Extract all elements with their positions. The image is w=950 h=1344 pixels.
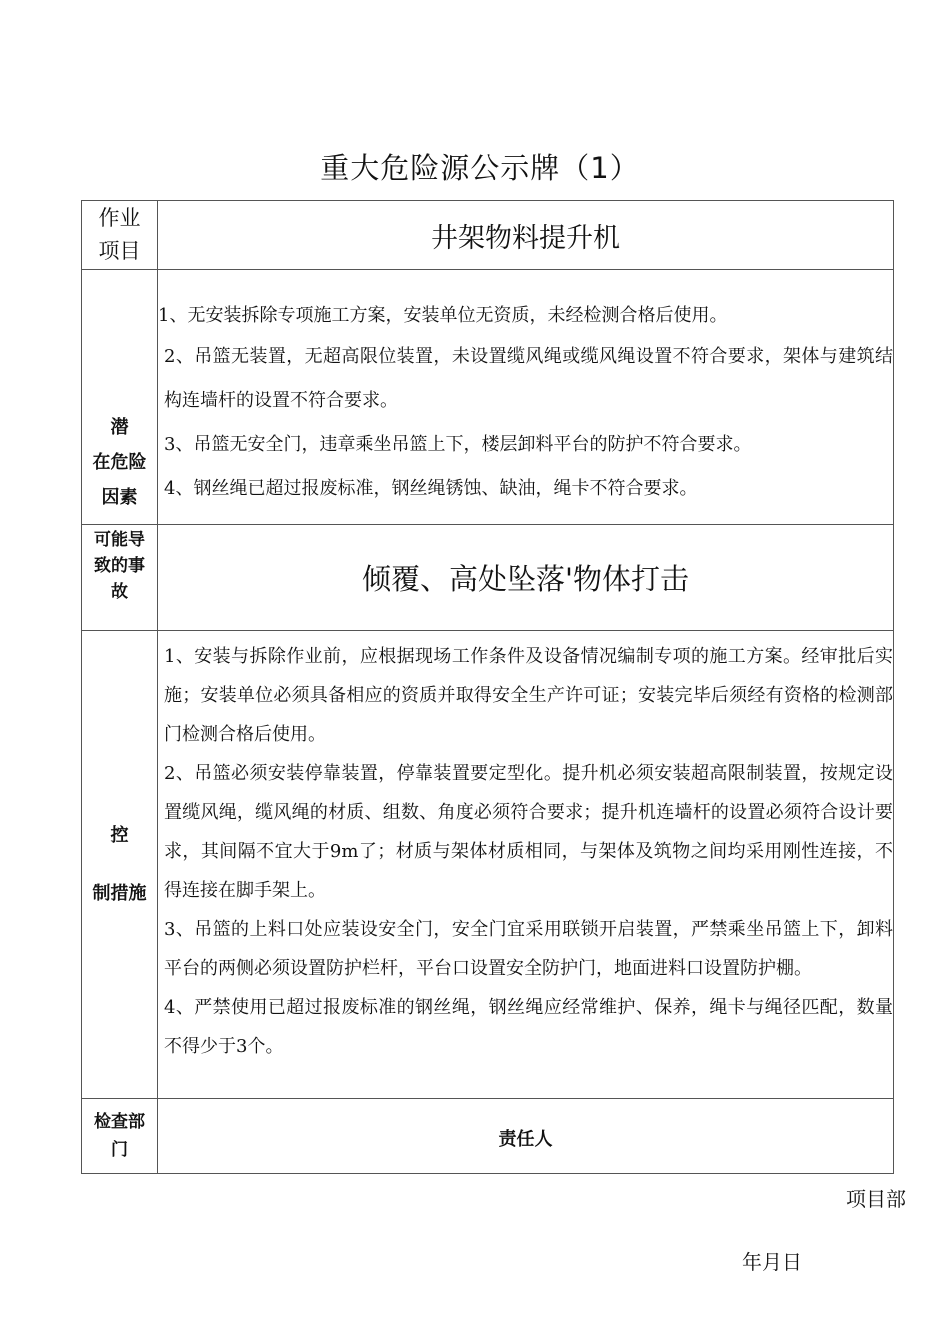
hazard-item: 4、钢丝绳已超过报废标准，钢丝绳锈蚀、缺油，绳卡不符合要求。 [164, 478, 698, 499]
work-item-label [82, 201, 158, 270]
measures-label-line1: 控 [110, 824, 129, 846]
date-line: 年月日 [742, 1250, 802, 1274]
measures-content [158, 631, 894, 1099]
accidents-value: 倾覆、高处坠落'物体打击 [158, 525, 894, 631]
work-item-label-line1: 作业 [98, 206, 141, 230]
hazards-content [158, 270, 894, 525]
accidents-label-line3: 故 [111, 582, 128, 602]
measures-label-line2: 制措施 [92, 882, 147, 904]
row-measures [82, 631, 894, 1099]
measure-item: 2、吊篮必须安装停靠装置，停靠装置要定型化。提升机必须安装超高限制装置，按规定设置缆风绳，缆风绳的材质、组数、角度必须符合要求；提升机连墙杆的设置必须符合设计要求，其间隔不宜大于9m了；材质与架体材质相同，与架体及筑物之间均采用刚性连接，不得连接在脚手架上。 [164, 763, 893, 901]
measure-item: 1、安装与拆除作业前，应根据现场工作条件及设备情况编制专项的施工方案。经审批后实施；安装单位必须具备相应的资质并取得安全生产许可证；安装完毕后须经有资格的检测部门检测合格后使用。 [164, 646, 893, 745]
accidents-label-line1: 可能导 [94, 530, 145, 550]
hazards-label-line2: 在危险 [92, 451, 147, 473]
inspection-label [82, 1099, 158, 1174]
page-title: 重大危险源公示牌（1） [320, 151, 640, 185]
hazards-label-line3: 因素 [101, 486, 138, 508]
responsible-person: 责任人 [158, 1099, 894, 1174]
hazards-label-line1: 潜 [110, 416, 129, 438]
hazard-item: 2、吊篮无装置，无超高限位装置，未设置缆风绳或缆风绳设置不符合要求，架体与建筑结构连墙杆的设置不符合要求。 [164, 346, 893, 411]
accidents-label [82, 525, 158, 631]
row-hazards [82, 270, 894, 525]
measures-label [82, 631, 158, 1099]
project-dept: 项目部 [846, 1187, 906, 1211]
row-accidents [82, 525, 894, 631]
row-inspection [82, 1099, 894, 1174]
inspection-label-line1: 检查部 [94, 1112, 145, 1132]
hazard-item: 3、吊篮无安全门，违章乘坐吊篮上下，楼层卸料平台的防护不符合要求。 [164, 434, 752, 455]
accidents-label-line2: 致的事 [94, 556, 145, 576]
row-work-item [82, 201, 894, 270]
inspection-label-line2: 门 [111, 1140, 128, 1160]
work-item-value: 井架物料提升机 [158, 201, 894, 270]
measure-item: 4、严禁使用已超过报废标准的钢丝绳，钢丝绳应经常维护、保养，绳卡与绳径匹配，数量不得少于3个。 [164, 997, 893, 1057]
measure-item: 3、吊篮的上料口处应装设安全门，安全门宜采用联锁开启装置，严禁乘坐吊篮上下，卸料平台的两侧必须设置防护栏杆，平台口设置安全防护门，地面进料口设置防护棚。 [164, 919, 893, 979]
hazard-table [81, 200, 894, 1174]
hazard-item: 1、无安装拆除专项施工方案，安装单位无资质，未经检测合格后使用。 [158, 305, 728, 326]
hazards-label [82, 270, 158, 525]
work-item-label-line2: 项目 [98, 239, 141, 263]
